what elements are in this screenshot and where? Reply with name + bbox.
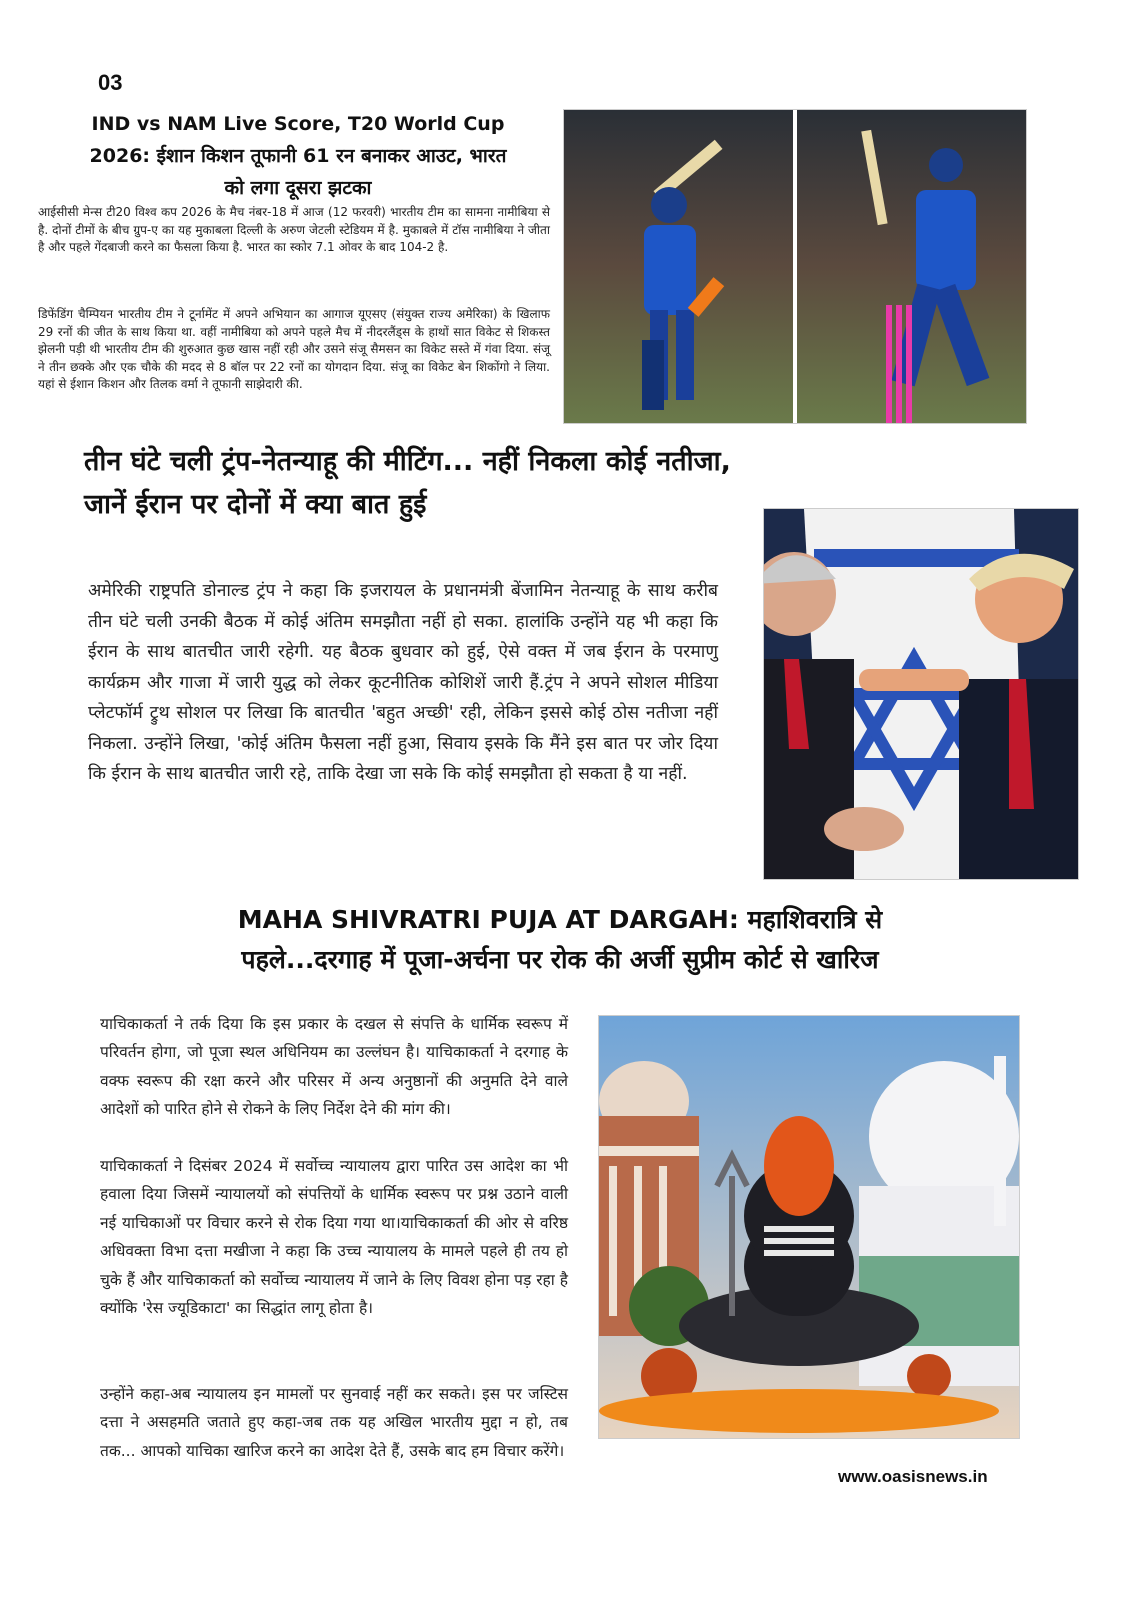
trump-netanyahu-photo (763, 508, 1079, 880)
page-number: 03 (98, 70, 123, 95)
website-url: www.oasisnews.in (838, 1467, 988, 1486)
cricket-headline: IND vs NAM Live Score, T20 World Cup 2026: ईशान किशन तूफानी 61 रन बनाकर आउट, भारत को लगा दूसरा झटका (89, 113, 507, 199)
cricket-paragraph-1: आईसीसी मेन्स टी20 विश्व कप 2026 के मैच नंबर-18 में आज (12 फरवरी) भारतीय टीम का सामना नामीबिया से है. दोनों टीमों के बीच ग्रुप-ए का यह मुकाबला दिल्ली के अरुण जेटली स्टेडियम में है. मुकाबले में टॉस नामीबिया ने जीता है और पहले गेंदबाजी करने का फैसला किया है. भारत का स्कोर 7.1 ओवर के बाद 104-2 है. (38, 205, 550, 254)
shivratri-paragraph-3: उन्होंने कहा-अब न्यायालय इन मामलों पर सुनवाई नहीं कर सकते। इस पर जस्टिस दत्ता ने असहमति जताते हुए कहा-जब तक यह अखिल भारतीय मुद्दा न हो, तब तक... आपको याचिका खारिज करने का आदेश देते हैं, उसके बाद हम विचार करेंगे। (100, 1385, 568, 1460)
shivratri-paragraph-2: याचिकाकर्ता ने दिसंबर 2024 में सर्वोच्च न्यायालय द्वारा पारित उस आदेश का भी हवाला दिया जिसमें न्यायालयों को संपत्तियों के धार्मिक स्वरूप पर प्रश्न उठाने वाली नई याचिकाओं पर विचार करने से रोक दिया गया था।याचिकाकर्ता की ओर से वरिष्ठ अधिवक्ता विभा दत्ता मखीजा ने कहा कि उच्च न्यायालय के मामले पहले ही तय हो चुके हैं और याचिकाकर्ता को सर्वोच्च न्यायालय में जाने के लिए विवश होना पड़ रहा है क्योंकि 'रेस ज्यूडिकाटा' का सिद्धांत लागू होता है। (100, 1157, 568, 1318)
cricket-photo (563, 109, 1027, 424)
cricket-paragraph-2: डिफेंडिंग चैम्पियन भारतीय टीम ने टूर्नामेंट में अपने अभियान का आगाज यूएसए (संयुक्त राज्य अमेरिका) के खिलाफ 29 रनों की जीत के साथ किया था. वहीं नामीबिया को अपने पहले मैच में नीदरलैंड्स के हाथों सात विकेट से शिकस्त झेलनी पड़ी थी भारतीय टीम की शुरुआत कुछ खास नहीं रही और उसने संजू सैमसन का विकेट सस्ते में गंवा दिया. संजू ने तीन छक्के और एक चौके की मदद से 8 बॉल पर 22 रनों का योगदान दिया. संजू का विकेट बेन शिकोंगो ने लिया. यहां से ईशान किशन और तिलक वर्मा ने तूफानी साझेदारी की. (38, 307, 550, 391)
shivratri-headline-line-1: MAHA SHIVRATRI PUJA AT DARGAH: महाशिवरात्रि से (237, 905, 883, 934)
court-dargah-shivling-photo (598, 1015, 1020, 1439)
shivratri-headline-line-2: पहले...दरगाह में पूजा-अर्चना पर रोक की अर्जी सुप्रीम कोर्ट से खारिज (241, 945, 879, 974)
shivratri-paragraph-1: याचिकाकर्ता ने तर्क दिया कि इस प्रकार के दखल से संपत्ति के धार्मिक स्वरूप में परिवर्तन होगा, जो पूजा स्थल अधिनियम का उल्लंघन है। याचिकाकर्ता ने दरगाह के वक्फ स्वरूप की रक्षा करने और परिसर में अन्य अनुष्ठानों की अनुमति देने वाले आदेशों को पारित होने से रोकने के लिए निर्देश देने की मांग की। (100, 1015, 568, 1119)
trump-headline: तीन घंटे चली ट्रंप-नेतन्याहू की मीटिंग... नहीं निकला कोई नतीजा, जानें ईरान पर दोनों में क्या बात हुई (84, 446, 731, 520)
shivratri-headline (40, 900, 1080, 980)
trump-paragraph: अमेरिकी राष्ट्रपति डोनाल्ड ट्रंप ने कहा कि इजरायल के प्रधानमंत्री बेंजामिन नेतन्याहू के साथ करीब तीन घंटे चली उनकी बैठक में कोई अंतिम समझौता नहीं हो सका. हालांकि उन्होंने यह भी कहा कि ईरान के साथ बातचीत जारी रहेगी. यह बैठक बुधवार को हुई, ऐसे वक्त में जब ईरान के परमाणु कार्यक्रम और गाजा में जारी युद्ध को लेकर कूटनीतिक कोशिशें जारी हैं.ट्रंप ने अपने सोशल मीडिया प्लेटफॉर्म ट्रुथ सोशल पर लिखा कि बातचीत 'बहुत अच्छी' रही, लेकिन इससे कोई ठोस नतीजा नहीं निकला. उन्होंने लिखा, 'कोई अंतिम फैसला नहीं हुआ, सिवाय इसके कि मैंने इस बात पर जोर दिया कि ईरान के साथ बातचीत जारी रहे, ताकि देखा जा सके कि कोई समझौता हो सकता है या नहीं. (88, 581, 718, 784)
